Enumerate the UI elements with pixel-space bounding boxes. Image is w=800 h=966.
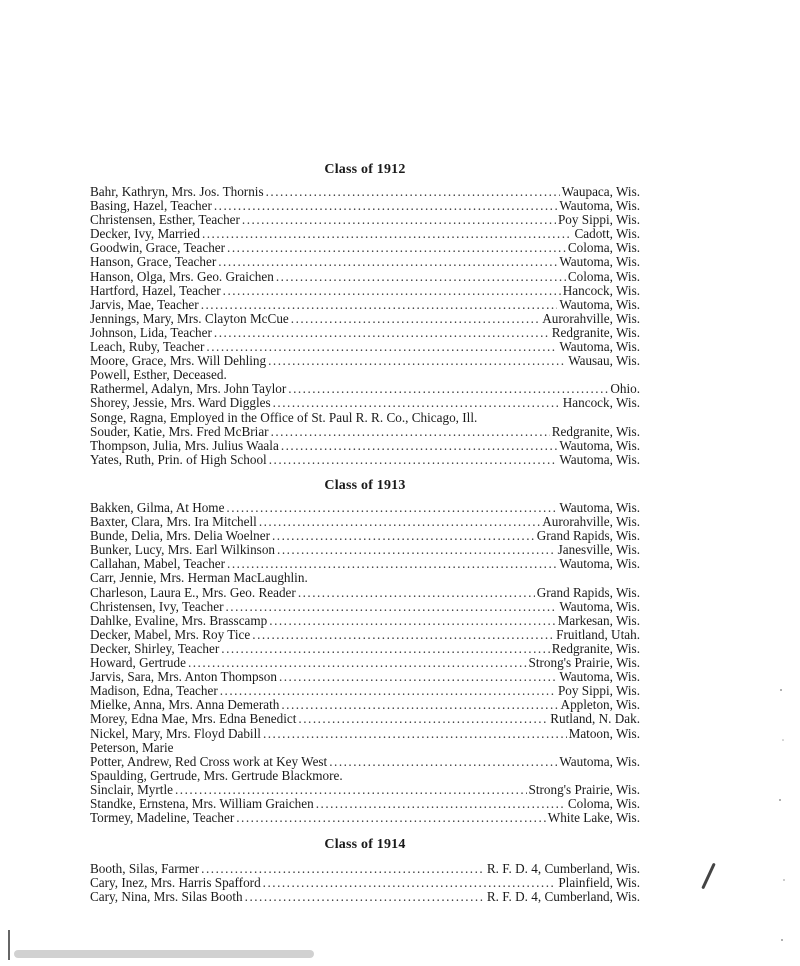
entry-place: Wautoma, Wis. — [559, 754, 640, 769]
dot-leader — [298, 586, 535, 600]
section-heading-1913: Class of 1913 — [324, 478, 406, 493]
entry-place: Wautoma, Wis. — [559, 599, 640, 614]
entry-name: Standke, Ernstena, Mrs. William Graichen — [90, 796, 314, 811]
list-item — [90, 797, 640, 811]
entry-place: Redgranite, Wis. — [551, 641, 640, 656]
entry-name: Carr, Jennie, Mrs. Herman MacLaughlin. — [90, 571, 308, 586]
dot-leader — [226, 501, 557, 515]
list-item — [90, 411, 640, 425]
dot-leader — [214, 326, 550, 340]
dot-leader — [316, 797, 566, 811]
dot-leader — [273, 396, 561, 410]
dot-leader — [220, 684, 556, 698]
entry-name: Songe, Ragna, Employed in the Office of St. Paul R. R. Co., Chicago, Ill. — [90, 410, 478, 425]
list-item — [90, 185, 640, 199]
page-edge-shadow — [14, 950, 314, 958]
dot-leader — [288, 382, 608, 396]
list-item — [90, 501, 640, 515]
entry-name: Bunde, Delia, Mrs. Delia Woelner — [90, 529, 270, 544]
list-item — [90, 642, 640, 656]
entry-name: Decker, Shirley, Teacher — [90, 641, 220, 656]
list-item — [90, 354, 640, 368]
entry-name: Bakken, Gilma, At Home — [90, 501, 225, 515]
entry-name: Baxter, Clara, Mrs. Ira Mitchell — [90, 515, 257, 530]
list-item — [90, 783, 640, 797]
entry-place: Grand Rapids, Wis. — [536, 529, 640, 544]
entry-name: Christensen, Esther, Teacher — [90, 213, 240, 228]
dot-leader — [269, 453, 558, 467]
list-item — [90, 199, 640, 213]
list-item — [90, 670, 640, 684]
dot-leader — [223, 284, 561, 298]
list-item — [90, 326, 640, 340]
page-edge-mark — [8, 930, 10, 960]
entry-list-1914 — [90, 862, 640, 904]
entry-place: Wautoma, Wis. — [559, 255, 640, 270]
dot-leader — [269, 614, 555, 628]
dot-leader — [201, 298, 558, 312]
entry-list-1912 — [90, 185, 640, 467]
entry-name: Hartford, Hazel, Teacher — [90, 283, 221, 298]
entry-name: Peterson, Marie — [90, 740, 174, 755]
entry-place: Strong's Prairie, Wis. — [528, 656, 640, 671]
entry-name: Basing, Hazel, Teacher — [90, 199, 212, 214]
dot-leader — [201, 862, 485, 876]
dot-leader — [242, 213, 556, 227]
entry-place: Matoon, Wis. — [568, 726, 640, 741]
dot-leader — [277, 543, 556, 557]
entry-list-1913 — [90, 501, 640, 825]
entry-place: Appleton, Wis. — [560, 698, 640, 713]
entry-place: Grand Rapids, Wis. — [536, 585, 640, 600]
list-item — [90, 741, 640, 755]
list-item — [90, 340, 640, 354]
entry-place: Redgranite, Wis. — [551, 424, 640, 439]
entry-place: Wautoma, Wis. — [559, 340, 640, 355]
dot-leader — [276, 270, 566, 284]
entry-name: Tormey, Madeline, Teacher — [90, 811, 235, 826]
entry-place: Poy Sippi, Wis. — [557, 213, 640, 228]
dot-leader — [206, 340, 557, 354]
section-heading-1912: Class of 1912 — [324, 162, 406, 177]
entry-name: Bahr, Kathryn, Mrs. Jos. Thornis — [90, 185, 264, 199]
entry-name: Christensen, Ivy, Teacher — [90, 599, 224, 614]
list-item — [90, 712, 640, 726]
list-item — [90, 876, 640, 890]
entry-name: Hanson, Grace, Teacher — [90, 255, 217, 270]
dot-leader — [281, 439, 558, 453]
dot-leader — [218, 255, 557, 269]
list-item — [90, 284, 640, 298]
entry-name: Callahan, Mabel, Teacher — [90, 557, 226, 572]
list-item — [90, 515, 640, 529]
scan-noise — [778, 680, 786, 960]
list-item — [90, 571, 640, 585]
list-item — [90, 628, 640, 642]
dot-leader — [268, 354, 566, 368]
dot-leader — [281, 698, 558, 712]
entry-name: Jennings, Mary, Mrs. Clayton McCue — [90, 311, 289, 326]
entry-name: Dahlke, Evaline, Mrs. Brasscamp — [90, 613, 268, 628]
section-heading-1914: Class of 1914 — [324, 837, 406, 852]
entry-place: R. F. D. 4, Cumberland, Wis. — [486, 862, 640, 876]
dot-leader — [266, 185, 560, 199]
entry-place: Coloma, Wis. — [567, 796, 640, 811]
list-item — [90, 529, 640, 543]
entry-name: Hanson, Olga, Mrs. Geo. Graichen — [90, 269, 274, 284]
dot-leader — [252, 628, 554, 642]
entry-name: Powell, Esther, Deceased. — [90, 368, 227, 383]
ink-mark — [701, 863, 716, 890]
list-item — [90, 890, 640, 904]
entry-place: Wautoma, Wis. — [559, 438, 640, 453]
dot-leader — [236, 811, 546, 825]
entry-place: Coloma, Wis. — [567, 269, 640, 284]
list-item — [90, 425, 640, 439]
entry-name: Morey, Edna Mae, Mrs. Edna Benedict — [90, 712, 297, 727]
list-item — [90, 727, 640, 741]
entry-place: Plainfield, Wis. — [558, 876, 640, 891]
entry-name: Goodwin, Grace, Teacher — [90, 241, 226, 256]
dot-leader — [214, 199, 558, 213]
entry-place: Ohio. — [610, 382, 640, 397]
entry-place: Janesville, Wis. — [557, 543, 640, 558]
entry-name: Yates, Ruth, Prin. of High School — [90, 452, 267, 467]
dot-leader — [225, 600, 557, 614]
list-item — [90, 270, 640, 284]
list-item — [90, 543, 640, 557]
entry-place: Wautoma, Wis. — [559, 670, 640, 685]
dot-leader — [263, 876, 557, 890]
list-item — [90, 439, 640, 453]
entry-place: Wautoma, Wis. — [559, 199, 640, 214]
dot-leader — [227, 241, 566, 255]
entry-place: Wautoma, Wis. — [559, 452, 640, 467]
entry-place: Wausau, Wis. — [568, 354, 640, 369]
entry-place: Wautoma, Wis. — [559, 297, 640, 312]
dot-leader — [263, 727, 567, 741]
entry-name: Spaulding, Gertrude, Mrs. Gertrude Blackmore. — [90, 768, 343, 783]
entry-name: Potter, Andrew, Red Cross work at Key West — [90, 754, 328, 769]
list-item — [90, 213, 640, 227]
entry-place: Redgranite, Wis. — [551, 325, 640, 340]
entry-name: Souder, Katie, Mrs. Fred McBriar — [90, 424, 269, 439]
list-item — [90, 862, 640, 876]
entry-place: Rutland, N. Dak. — [550, 712, 640, 727]
entry-name: Moore, Grace, Mrs. Will Dehling — [90, 354, 267, 369]
entry-name: Booth, Silas, Farmer — [90, 862, 200, 876]
entry-name: Jarvis, Mae, Teacher — [90, 297, 199, 312]
entry-place: Wautoma, Wis. — [559, 501, 640, 515]
entry-name: Shorey, Jessie, Mrs. Ward Diggles — [90, 396, 271, 411]
dot-leader — [259, 515, 540, 529]
entry-name: Decker, Mabel, Mrs. Roy Tice — [90, 627, 251, 642]
dot-leader — [272, 529, 535, 543]
dot-leader — [245, 890, 485, 904]
entry-name: Howard, Gertrude — [90, 656, 186, 671]
entry-name: Leach, Ruby, Teacher — [90, 340, 205, 355]
dot-leader — [227, 557, 557, 571]
entry-name: Cary, Nina, Mrs. Silas Booth — [90, 890, 243, 905]
list-item — [90, 255, 640, 269]
dot-leader — [271, 425, 550, 439]
dot-leader — [188, 656, 527, 670]
list-item — [90, 382, 640, 396]
list-item — [90, 312, 640, 326]
entry-place: Waupaca, Wis. — [561, 185, 640, 199]
entry-name: Rathermel, Adalyn, Mrs. John Taylor — [90, 382, 287, 397]
list-item — [90, 453, 640, 467]
entry-place: Markesan, Wis. — [557, 613, 640, 628]
entry-name: Cary, Inez, Mrs. Harris Spafford — [90, 876, 261, 891]
list-item — [90, 698, 640, 712]
dot-leader — [202, 227, 573, 241]
entry-place: Cadott, Wis. — [574, 227, 640, 242]
entry-name: Bunker, Lucy, Mrs. Earl Wilkinson — [90, 543, 276, 558]
list-item — [90, 769, 640, 783]
dot-leader — [298, 712, 548, 726]
entry-place: Fruitland, Utah. — [556, 627, 640, 642]
list-item — [90, 298, 640, 312]
entry-name: Nickel, Mary, Mrs. Floyd Dabill — [90, 726, 261, 741]
entry-name: Madison, Edna, Teacher — [90, 684, 218, 699]
entry-place: Hancock, Wis. — [562, 283, 640, 298]
entry-name: Jarvis, Sara, Mrs. Anton Thompson — [90, 670, 277, 685]
list-item — [90, 755, 640, 769]
list-item — [90, 811, 640, 825]
entry-place: Strong's Prairie, Wis. — [528, 782, 640, 797]
entry-name: Decker, Ivy, Married — [90, 227, 200, 242]
list-item — [90, 656, 640, 670]
entry-name: Johnson, Lida, Teacher — [90, 325, 212, 340]
dot-leader — [329, 755, 557, 769]
entry-place: White Lake, Wis. — [547, 811, 640, 826]
entry-place: R. F. D. 4, Cumberland, Wis. — [486, 890, 640, 905]
entry-place: Aurorahville, Wis. — [542, 311, 640, 326]
entry-name: Mielke, Anna, Mrs. Anna Demerath — [90, 698, 280, 713]
list-item — [90, 227, 640, 241]
list-item — [90, 396, 640, 410]
list-item — [90, 614, 640, 628]
entry-place: Poy Sippi, Wis. — [557, 684, 640, 699]
list-item — [90, 684, 640, 698]
entry-place: Coloma, Wis. — [567, 241, 640, 256]
entry-place: Aurorahville, Wis. — [542, 515, 640, 530]
dot-leader — [291, 312, 540, 326]
entry-name: Charleson, Laura E., Mrs. Geo. Reader — [90, 585, 296, 600]
list-item — [90, 557, 640, 571]
list-item — [90, 586, 640, 600]
list-item — [90, 600, 640, 614]
list-item — [90, 241, 640, 255]
entry-place: Wautoma, Wis. — [559, 557, 640, 572]
entry-place: Hancock, Wis. — [562, 396, 640, 411]
entry-name: Thompson, Julia, Mrs. Julius Waala — [90, 438, 279, 453]
dot-leader — [175, 783, 527, 797]
dot-leader — [221, 642, 550, 656]
entry-name: Sinclair, Myrtle — [90, 782, 173, 797]
dot-leader — [279, 670, 557, 684]
list-item — [90, 368, 640, 382]
